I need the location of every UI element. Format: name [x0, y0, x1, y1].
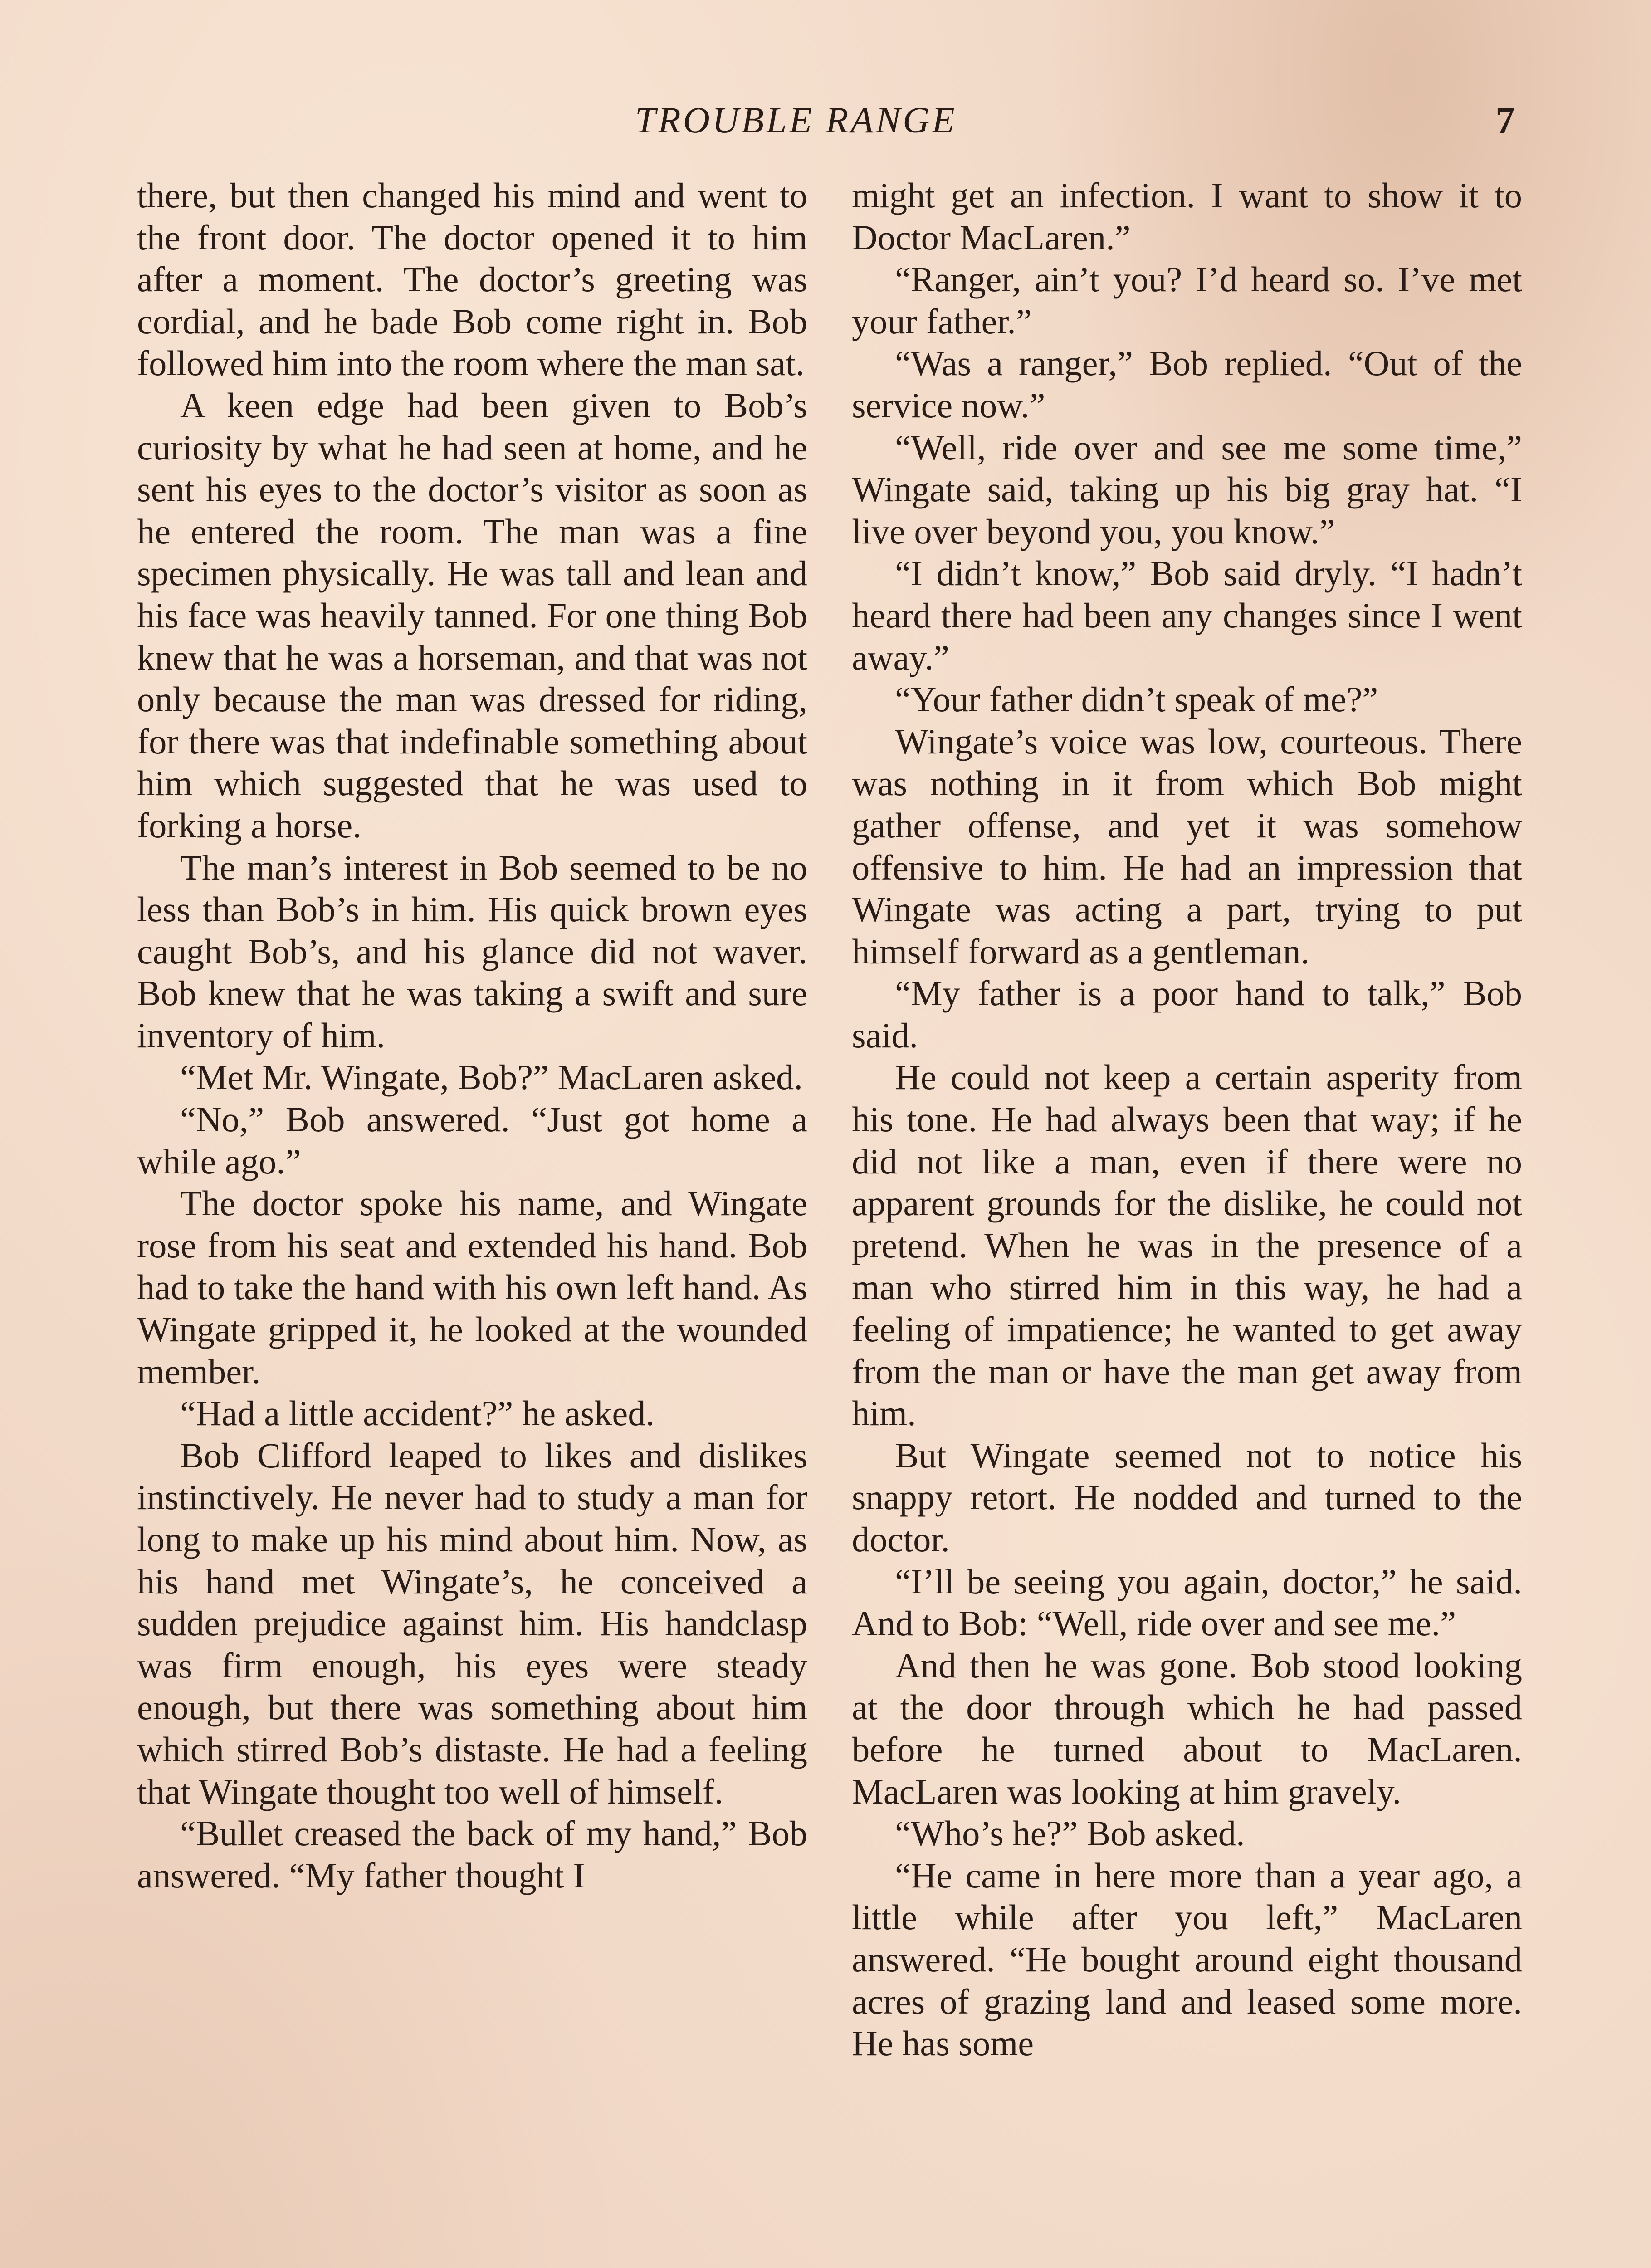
paragraph: But Wingate seemed not to notice his snappy retort. He nodded and turned to the doctor. [852, 1435, 1522, 1559]
page-number: 7 [1495, 98, 1515, 142]
paragraph: might get an infection. I want to show it to Doctor MacLaren.” [852, 176, 1522, 257]
left-column [137, 175, 807, 1897]
paragraph: A keen edge had been given to Bob’s curiosity by what he had seen at home, and he sent his eyes to the doctor’s visitor as soon as he entered the room. The man was a fine specimen physically. He was tall and lean and his face was heavily tanned. For one thing Bob knew that he was a horseman, and that was not only because the man was dressed for riding, for there was that indefinable something about him which suggested that he was used to forking a horse. [137, 385, 807, 845]
paragraph: “I’ll be seeing you again, doctor,” he said. And to Bob: “Well, ride over and see me.” [852, 1561, 1522, 1643]
paragraph: “He came in here more than a year ago, a little while after you left,” MacLaren answered. “He bought around eight thousand acres of grazing land and leased some more. He has some [852, 1855, 1522, 2063]
paragraph: “No,” Bob answered. “Just got home a while ago.” [137, 1100, 807, 1181]
paragraph: “Ranger, ain’t you? I’d heard so. I’ve met your father.” [852, 259, 1522, 341]
paragraph: “Well, ride over and see me some time,” Wingate said, taking up his big gray hat. “I live over beyond you, you know.” [852, 427, 1522, 551]
paragraph: “Was a ranger,” Bob replied. “Out of the service now.” [852, 343, 1522, 425]
paragraph: Bob Clifford leaped to likes and dislikes instinctively. He never had to study a man for long to make up his mind about him. Now, as his hand met Wingate’s, he conceived a sudden prejudice against him. His handclasp was firm enough, his eyes were steady enough, but there was something about him which stirred Bob’s distaste. He had a feeling that Wingate thought too well of himself. [137, 1435, 807, 1811]
paragraph: He could not keep a certain asperity from his tone. He had always been that way; if he did not like a man, even if there were no apparent grounds for the dislike, he could not pretend. When he was in the presence of a man who stirred him in this way, he had a feeling of impatience; he wanted to get away from the man or have the man get away from him. [852, 1057, 1522, 1433]
paragraph: there, but then changed his mind and went to the front door. The doctor opened it to him after a moment. The doctor’s greeting was cordial, and he bade Bob come right in. Bob followed him into the room where the man sat. [137, 176, 807, 383]
running-title: TROUBLE RANGE [635, 99, 957, 141]
page-header [0, 93, 1651, 152]
paragraph: “Your father didn’t speak of me?” [895, 679, 1378, 719]
paragraph: The man’s interest in Bob seemed to be no less than Bob’s in him. His quick brown eyes caught Bob’s, and his glance did not waver. Bob knew that he was taking a swift and sure inventory of him. [137, 847, 807, 1055]
paragraph: “Met Mr. Wingate, Bob?” MacLaren asked. [180, 1057, 803, 1097]
paragraph: The doctor spoke his name, and Wingate rose from his seat and extended his hand. Bob had to take the hand with his own left hand. As Wingate gripped it, he looked at the wounded member. [137, 1183, 807, 1391]
paragraph: “I didn’t know,” Bob said dryly. “I hadn’t heard there had been any changes since I went away.” [852, 553, 1522, 677]
paragraph: “Bullet creased the back of my hand,” Bob answered. “My father thought I [137, 1813, 807, 1895]
paragraph: “Who’s he?” Bob asked. [895, 1813, 1245, 1853]
paragraph: And then he was gone. Bob stood looking at the door through which he had passed before he turned about to MacLaren. MacLaren was looking at him gravely. [852, 1645, 1522, 1811]
right-column [852, 175, 1522, 2065]
paragraph: “Had a little accident?” he asked. [180, 1393, 655, 1433]
paragraph: Wingate’s voice was low, courteous. There was nothing in it from which Bob might gather offense, and yet it was somehow offensive to him. He had an impression that Wingate was acting a part, trying to put himself forward as a gentleman. [852, 721, 1522, 971]
paragraph: “My father is a poor hand to talk,” Bob said. [852, 973, 1522, 1055]
